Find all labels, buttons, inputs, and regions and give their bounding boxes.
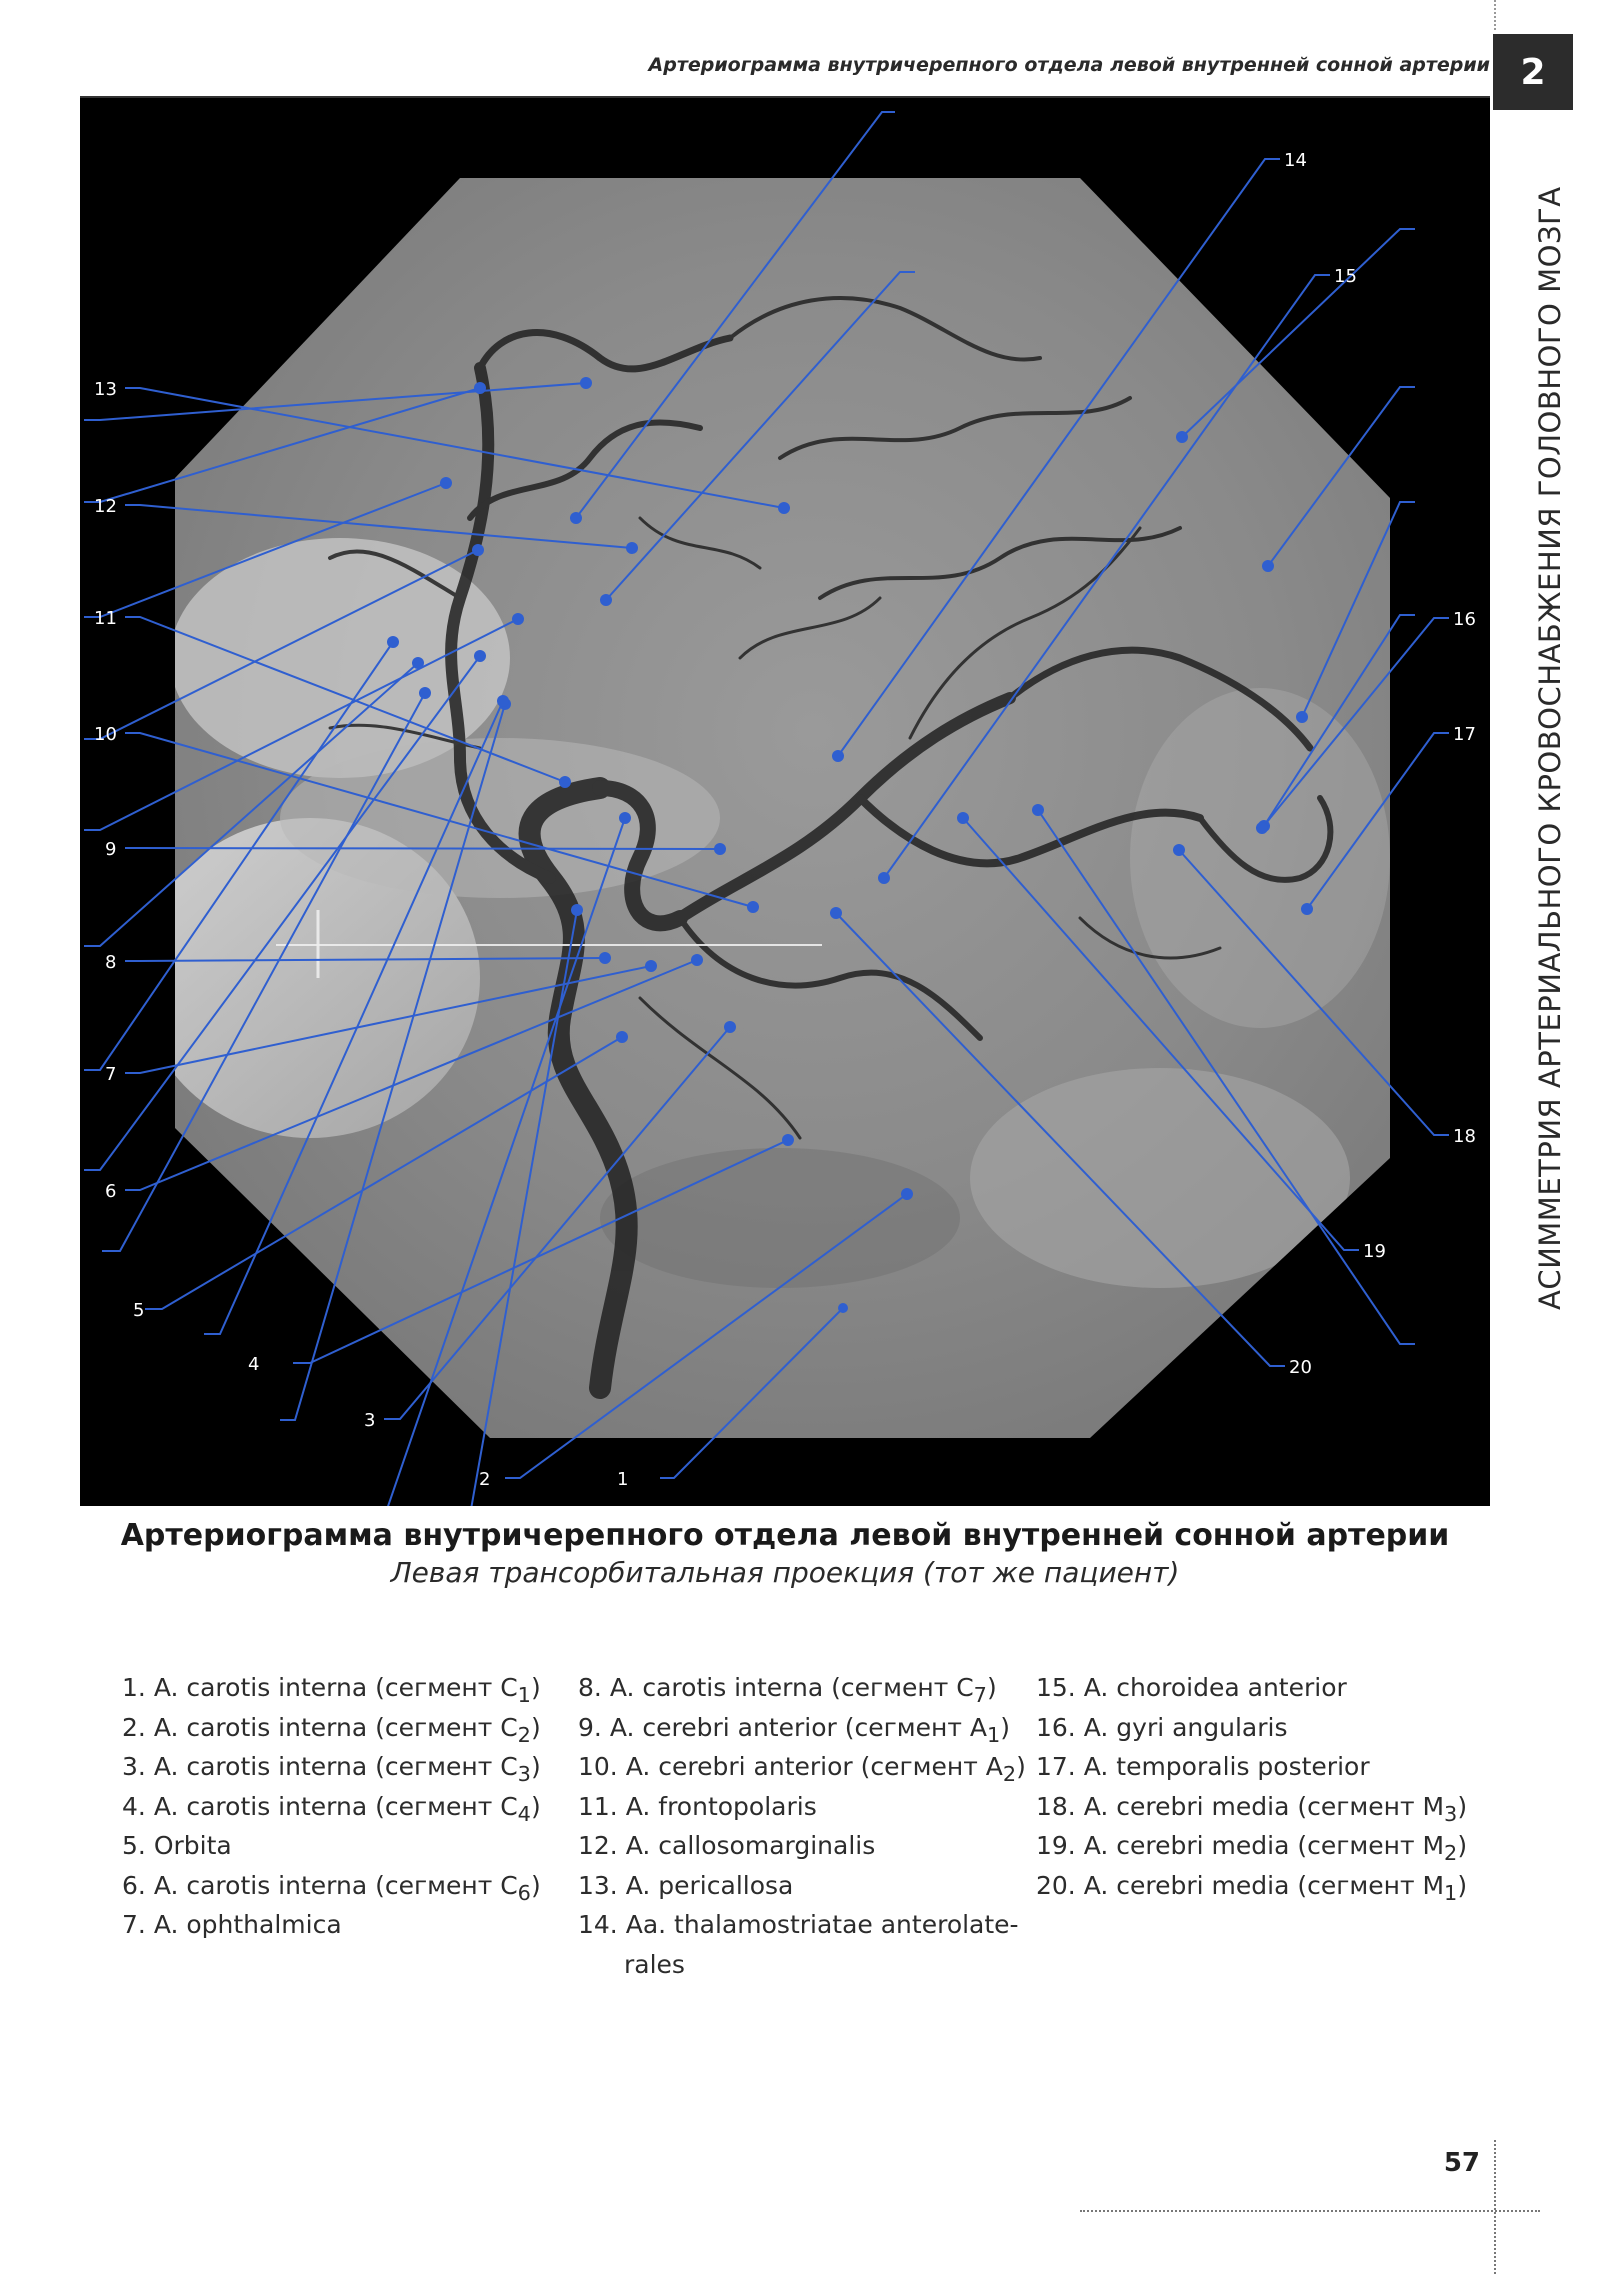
legend-item: 7. A. ophthalmica (122, 1910, 342, 1939)
legend-item: 13. A. pericallosa (578, 1870, 794, 1900)
callout-label-3: 3 (364, 1410, 376, 1431)
figure-caption-subtitle: Левая трансорбитальная проекция (тот же пациент) (390, 1556, 1180, 1589)
callout-points-outer (559, 502, 1313, 1313)
callout-label-20: 20 (1289, 1357, 1312, 1378)
callout-label-19: 19 (1363, 1241, 1386, 1262)
figure-caption-title: Артериограмма внутричерепного отдела левой внутренней сонной артерии (120, 1518, 1450, 1553)
side-chapter-title: АСИММЕТРИЯ АРТЕРИАЛЬНОГО КРОВОСНАБЖЕНИЯ ГОЛОВНОГО МОЗГА (1533, 186, 1567, 1310)
callout-label-16: 16 (1453, 609, 1476, 630)
callout-label-17: 17 (1453, 724, 1476, 745)
legend-item: 19. A. cerebri media (сегмент $M_2$) (1036, 1831, 1468, 1865)
callout-label-7: 7 (105, 1064, 117, 1085)
callout-label-13: 13 (94, 379, 117, 400)
legend-column-2 (578, 1672, 1026, 1980)
callout-label-14: 14 (1284, 150, 1307, 171)
legend-item: 5. Orbita (122, 1831, 232, 1860)
legend-item: 14. Aa. thalamostriatae anterolate- (578, 1910, 1019, 1939)
callout-label-2: 2 (479, 1469, 491, 1490)
callout-label-11: 11 (94, 608, 117, 629)
chapter-number: 2 (1493, 34, 1573, 110)
legend-item: 8. A. carotis interna (сегмент $C_7$) (578, 1673, 997, 1707)
legend-item-continuation: rales (624, 1949, 685, 1979)
legend-item: 15. A. choroidea anterior (1036, 1673, 1347, 1702)
callout-label-6: 6 (105, 1181, 117, 1202)
legend-item: 2. A. carotis interna (сегмент $C_2$) (122, 1712, 541, 1747)
legend-item: 4. A. carotis interna (сегмент $C_4$) (122, 1791, 541, 1826)
running-title: Артериограмма внутричерепного отдела левой внутренней сонной артерии (648, 54, 1490, 76)
callout-label-12: 12 (94, 496, 117, 517)
legend-item: 1. A. carotis interna (сегмент $C_1$) (122, 1673, 541, 1707)
callout-label-18: 18 (1453, 1126, 1476, 1147)
legend-item: 18. A. cerebri media (сегмент $M_3$) (1036, 1791, 1468, 1826)
callout-label-1: 1 (617, 1469, 629, 1490)
legend-column-3 (1036, 1672, 1467, 1909)
legend-item: 9. A. cerebri anterior (сегмент $A_1$) (578, 1712, 1010, 1747)
callout-label-15: 15 (1334, 266, 1357, 287)
callout-label-4: 4 (248, 1354, 260, 1375)
dotted-divider-horizontal (1080, 2210, 1540, 2212)
callout-label-9: 9 (105, 839, 117, 860)
legend-column-1 (122, 1672, 541, 1949)
callout-lines-outer (125, 159, 1449, 1478)
legend-item: 17. A. temporalis posterior (1036, 1752, 1370, 1781)
legend-item: 20. A. cerebri media (сегмент $M_1$) (1036, 1870, 1468, 1905)
callout-label-5: 5 (133, 1300, 145, 1321)
legend-item: 3. A. carotis interna (сегмент $C_3$) (122, 1752, 541, 1786)
callout-label-10: 10 (94, 724, 117, 745)
legend-item: 12. A. callosomarginalis (578, 1831, 876, 1860)
callout-label-8: 8 (105, 952, 117, 973)
legend-item: 10. A. cerebri anterior (сегмент $A_2$) (578, 1752, 1026, 1786)
page-number: 57 (1443, 2148, 1480, 2178)
legend-item: 16. A. gyri angularis (1036, 1712, 1288, 1742)
dotted-divider-vertical (1494, 2140, 1496, 2274)
legend-item: 11. A. frontopolaris (578, 1791, 817, 1821)
legend-item: 6. A. carotis interna (сегмент $C_6$) (122, 1870, 541, 1905)
